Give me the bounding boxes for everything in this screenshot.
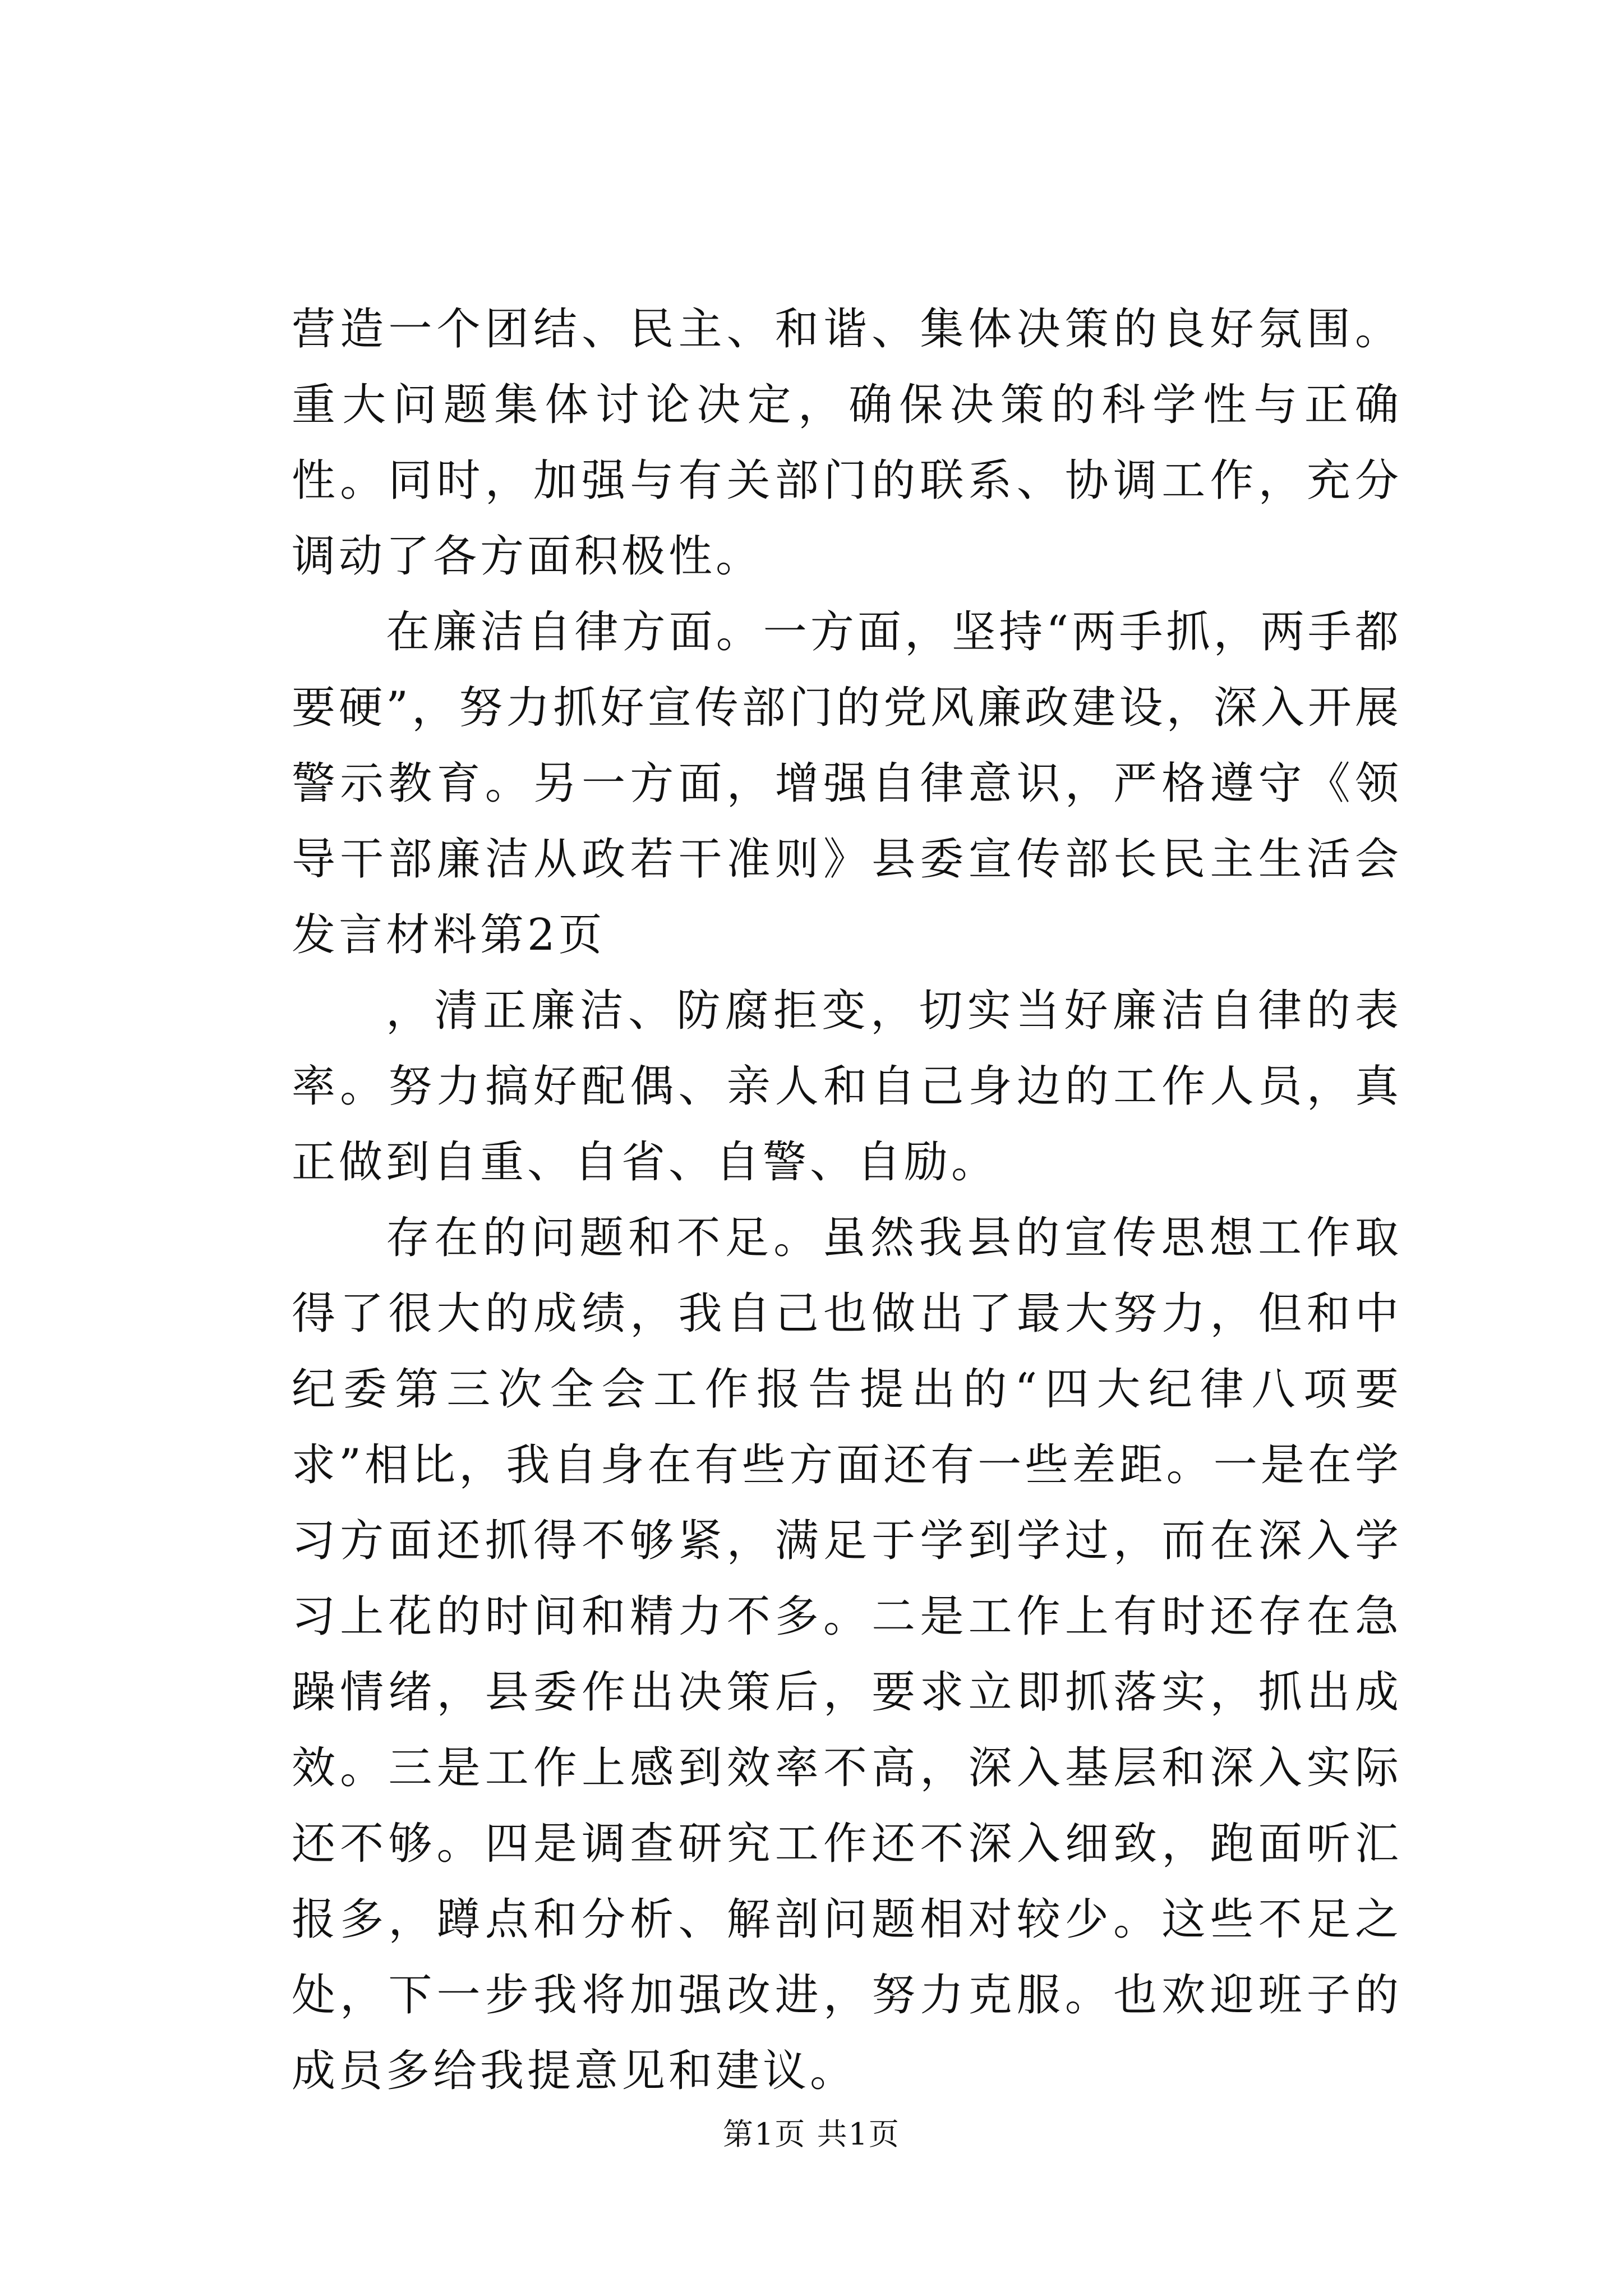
paragraph-continuation: 营造一个团结、民主、和谐、集体决策的良好氛围。重大问题集体讨论决定，确保决策的科学性与正确性。同时，加强与有关部门的联系、协调工作，充分调动了各方面积极性。 <box>292 304 1402 582</box>
page-footer: 第1页 共1页 <box>723 2116 900 2152</box>
document-body <box>292 292 1402 2109</box>
paragraph-integrity-continued: ，清正廉洁、防腐拒变，切实当好廉洁自律的表率。努力搞好配偶、亲人和自己身边的工作人员，真正做到自重、自省、自警、自励。 <box>292 986 1402 1188</box>
paragraph-integrity: 在廉洁自律方面。一方面，坚持“两手抓，两手都要硬”，努力抓好宣传部门的党风廉政建设，深入开展警示教育。另一方面，增强自律意识，严格遵守《领导干部廉洁从政若干准则》县委宣传部长民主生活会发言材料第2页 <box>292 607 1402 960</box>
paragraph-problems: 存在的问题和不足。虽然我县的宣传思想工作取得了很大的成绩，我自己也做出了最大努力，但和中纪委第三次全会工作报告提出的“四大纪律八项要求”相比，我自身在有些方面还有一些差距。一是在学习方面还抓得不够紧，满足于学到学过，而在深入学习上花的时间和精力不多。二是工作上有时还存在急躁情绪，县委作出决策后，要求立即抓落实，抓出成效。三是工作上感到效率不高，深入基层和深入实际还不够。四是调查研究工作还不深入细致，跑面听汇报多，蹲点和分析、解剖问题相对较少。这些不足之处，下一步我将加强改进，努力克服。也欢迎班子的成员多给我提意见和建议。 <box>292 1213 1402 2096</box>
